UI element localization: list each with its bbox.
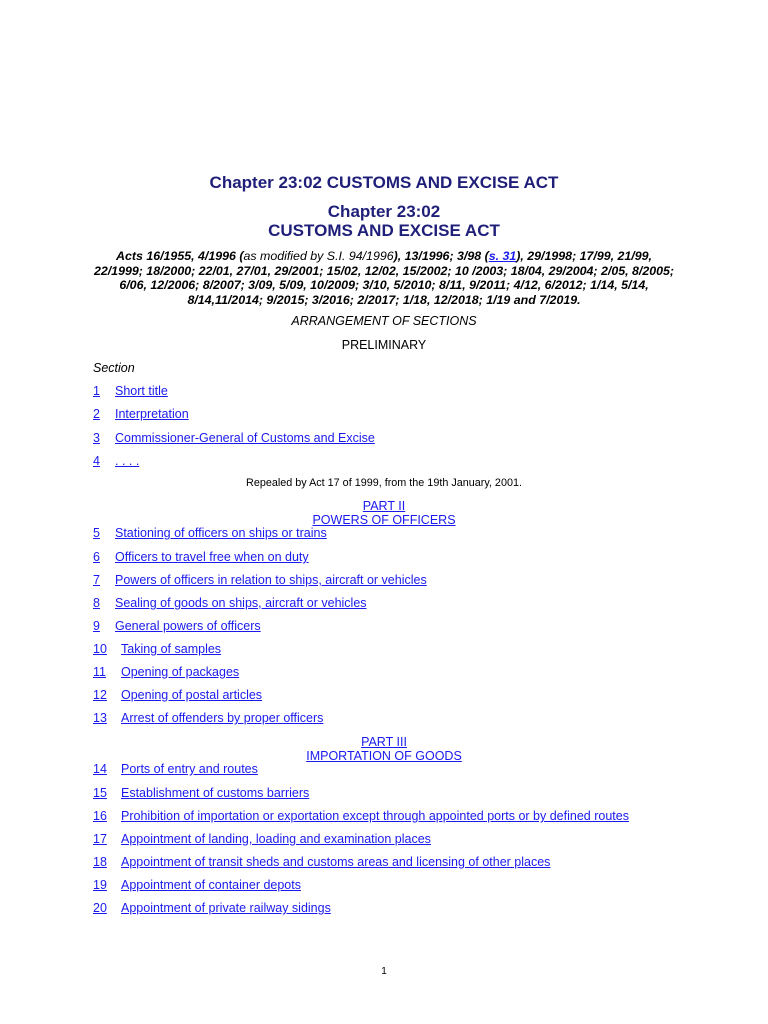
part-3-title: IMPORTATION OF GOODS bbox=[306, 749, 462, 763]
toc-link-section-8[interactable] bbox=[93, 596, 367, 610]
section-number: 4 bbox=[93, 454, 100, 468]
section-title: Appointment of transit sheds and customs areas and licensing of other places bbox=[121, 855, 551, 869]
toc-link-section-7[interactable] bbox=[93, 573, 427, 587]
section-title: Prohibition of importation or exportation except through appointed ports or by defined routes bbox=[121, 809, 629, 823]
toc-link-section-1[interactable] bbox=[93, 384, 168, 398]
toc-link-section-5[interactable] bbox=[93, 526, 327, 540]
section-title: Short title bbox=[115, 384, 168, 398]
section-number: 10 bbox=[93, 642, 107, 656]
toc-link-section-19[interactable] bbox=[93, 878, 301, 892]
section-number: 3 bbox=[93, 431, 100, 445]
section-column-label: Section bbox=[93, 361, 135, 375]
section-number: 13 bbox=[93, 711, 107, 725]
toc-link-section-16[interactable] bbox=[93, 809, 629, 823]
section-title: Opening of packages bbox=[121, 665, 240, 679]
part-2-label: PART II bbox=[362, 499, 406, 513]
toc-link-section-3[interactable] bbox=[93, 431, 375, 445]
section-title: Officers to travel free when on duty bbox=[115, 550, 309, 564]
toc-link-section-10[interactable] bbox=[93, 642, 222, 656]
section-title: Opening of postal articles bbox=[121, 688, 263, 702]
toc-link-section-11[interactable] bbox=[93, 665, 240, 679]
section-number: 19 bbox=[93, 878, 107, 892]
section-number: 16 bbox=[93, 809, 107, 823]
section-title: Appointment of container depots bbox=[121, 878, 301, 892]
amending-acts bbox=[92, 249, 676, 307]
section-number: 20 bbox=[93, 901, 107, 915]
act-name: CUSTOMS AND EXCISE ACT bbox=[268, 221, 500, 240]
section-title: Stationing of officers on ships or trains bbox=[115, 526, 327, 540]
section-title: Ports of entry and routes bbox=[121, 762, 258, 776]
section-title: General powers of officers bbox=[115, 619, 261, 633]
section-number: 6 bbox=[93, 550, 100, 564]
part-3-label: PART III bbox=[361, 735, 407, 749]
repealed-note: Repealed by Act 17 of 1999, from the 19th January, 2001. bbox=[246, 477, 522, 489]
section-title: Appointment of landing, loading and examination places bbox=[121, 832, 431, 846]
section-number: 8 bbox=[93, 596, 100, 610]
acts-modified-note: as modified by S.I. 94/1996 bbox=[243, 249, 394, 263]
toc-link-section-12[interactable] bbox=[93, 688, 263, 702]
section-number: 1 bbox=[93, 384, 100, 398]
part-2-heading[interactable] bbox=[0, 499, 768, 527]
toc-link-section-9[interactable] bbox=[93, 619, 261, 633]
toc-link-section-6[interactable] bbox=[93, 550, 309, 564]
section-number: 14 bbox=[93, 762, 107, 776]
section-number: 15 bbox=[93, 786, 107, 800]
acts-text-3: ), 29/1998; 17/99, 21/99, 22/1999; 18/2000; 22/01, 27/01, 29/2001; 15/02, 12/02, 15/2002; 10 /2003; 18/04, 29/2004; 2/05, 8/2005; 6/06, 12/2006; 8/2007; 3/09, 5/09, 10/2009; 3/10, 5/2010; 8/11, 9/2011; 4/12, 6/2012; 1/14, 5/14, 8/14,11/2014; 9/2015; 3/2016; 2/2017; 1/18, 12/2018; 1/19 and 7/2019. bbox=[93, 249, 675, 307]
toc-link-section-15[interactable] bbox=[93, 786, 310, 800]
toc-link-section-17[interactable] bbox=[93, 832, 431, 846]
section-number: 11 bbox=[93, 665, 106, 679]
section-31-link[interactable]: s. 31 bbox=[488, 249, 517, 263]
toc-link-section-18[interactable] bbox=[93, 855, 551, 869]
section-number: 5 bbox=[93, 526, 100, 540]
toc-link-section-4[interactable] bbox=[93, 454, 140, 468]
document-title: Chapter 23:02 CUSTOMS AND EXCISE ACT bbox=[209, 173, 559, 192]
section-title: Taking of samples bbox=[121, 642, 222, 656]
section-number: 17 bbox=[93, 832, 107, 846]
toc-link-section-2[interactable] bbox=[93, 407, 189, 421]
toc-link-section-20[interactable] bbox=[93, 901, 331, 915]
page-number: 1 bbox=[381, 966, 387, 977]
part-2-title: POWERS OF OFFICERS bbox=[312, 513, 456, 527]
section-number: 9 bbox=[93, 619, 100, 633]
section-title: Appointment of private railway sidings bbox=[121, 901, 331, 915]
section-title: . . . . bbox=[115, 454, 140, 468]
arrangement-heading: ARRANGEMENT OF SECTIONS bbox=[291, 314, 477, 328]
section-number: 12 bbox=[93, 688, 107, 702]
section-title: Powers of officers in relation to ships, aircraft or vehicles bbox=[115, 573, 427, 587]
part-3-heading[interactable] bbox=[0, 735, 768, 763]
acts-text-2: ), 13/1996; 3/98 ( bbox=[393, 249, 489, 263]
section-title: Establishment of customs barriers bbox=[121, 786, 310, 800]
section-number: 2 bbox=[93, 407, 100, 421]
acts-text-1: Acts 16/1955, 4/1996 ( bbox=[116, 249, 244, 263]
chapter-heading bbox=[0, 202, 768, 240]
toc-link-section-14[interactable] bbox=[93, 762, 258, 776]
preliminary-heading: PRELIMINARY bbox=[341, 338, 427, 352]
section-number: 7 bbox=[93, 573, 100, 587]
section-title: Arrest of offenders by proper officers bbox=[121, 711, 324, 725]
section-number: 18 bbox=[93, 855, 107, 869]
section-title: Commissioner-General of Customs and Excise bbox=[115, 431, 375, 445]
toc-link-section-13[interactable] bbox=[93, 711, 324, 725]
chapter-number: Chapter 23:02 bbox=[327, 202, 441, 221]
section-title: Sealing of goods on ships, aircraft or vehicles bbox=[115, 596, 367, 610]
section-title: Interpretation bbox=[115, 407, 189, 421]
